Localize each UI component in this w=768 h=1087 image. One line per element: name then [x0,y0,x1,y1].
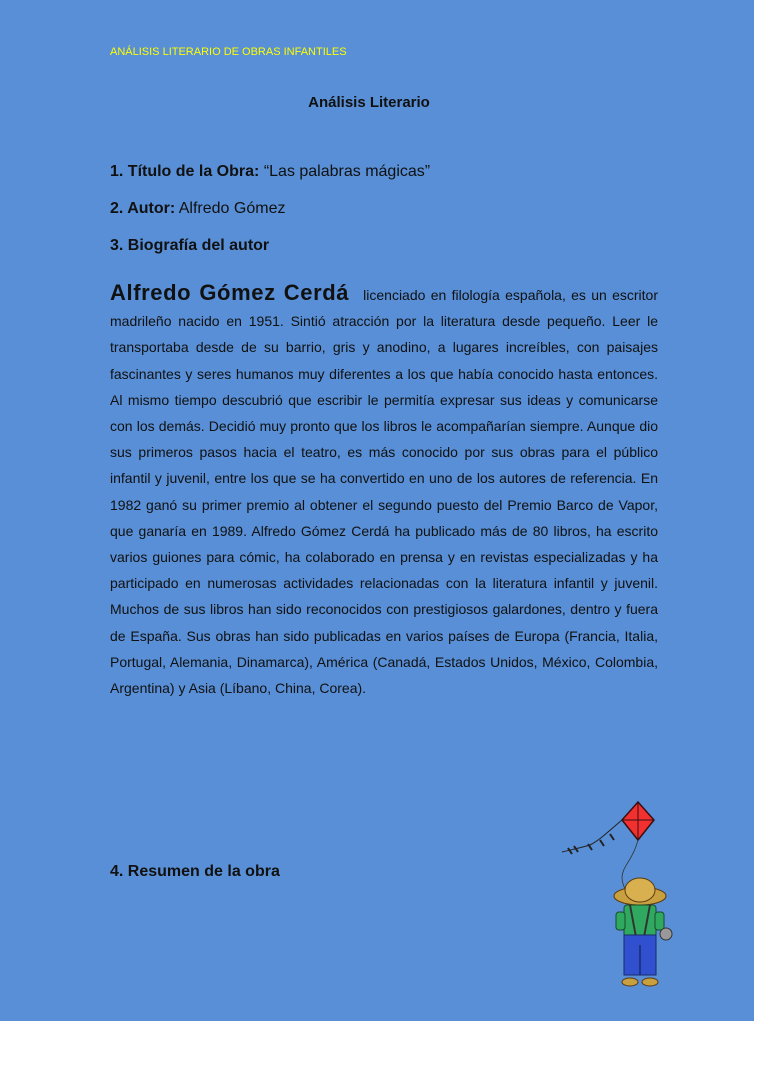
document-title [0,94,768,111]
page-header: ANÁLISIS LITERARIO DE OBRAS INFANTILES [110,46,347,58]
biografia-heading: 3. Biografía del autor [110,237,270,254]
biography-text: licenciado en filología española, es un escritor madrileño nacido en 1951. Sintió atracción por la literatura desde pequeño. Leer le transportaba desde de su barrio, gris y anodino, a lugares increíbles, con paisajes fascinantes y seres humanos muy diferentes a los que había conocido hasta entonces. Al mismo tiempo descubrió que escribir le permitía expresar sus ideas y comunicarse con los demás. Decidió muy pronto que los libros le acompañarían siempre. Aunque dio sus primeros pasos hacia el teatro, es más conocido por sus obras para el público infantil y juvenil, entre los que se ha convertido en uno de los autores de referencia. En 1982 ganó su primer premio al obtener el segundo puesto del Premio Barco de Vapor, que ganaría en 1989. Alfredo Gómez Cerdá ha publicado más de 80 libros, ha escrito varios guiones para cómic, ha colaborado en prensa y en revistas especializadas y ha participado en numerosas actividades relacionadas con la literatura infantil y juvenil. Muchos de sus libros han sido reconocidos con prestigiosos galardones, dentro y fuera de España. Sus obras han sido publicadas en varios países de Europa (Francia, Italia, Portugal, Alemania, Dinamarca), América (Canadá, Estados Unidos, México, Colombia, Argentina) y Asia (Líbano, China, Corea). [110,287,658,697]
item-biografia [110,237,269,255]
item-autor [110,200,285,218]
resumen-heading: 4. Resumen de la obra [110,863,280,880]
document-title-text: Análisis Literario [308,94,430,111]
autor-label: 2. Autor: [110,200,176,217]
boy-with-kite-illustration [560,800,690,1000]
item-titulo [110,163,430,181]
item-resumen [110,863,280,881]
author-name: Alfredo Gómez Cerdá [110,280,350,305]
boy-figure [614,878,672,986]
titulo-value: “Las palabras mágicas” [263,163,431,180]
autor-value: Alfredo Gómez [178,200,286,217]
titulo-label: 1. Título de la Obra: [110,163,260,180]
biography-paragraph [110,280,658,701]
